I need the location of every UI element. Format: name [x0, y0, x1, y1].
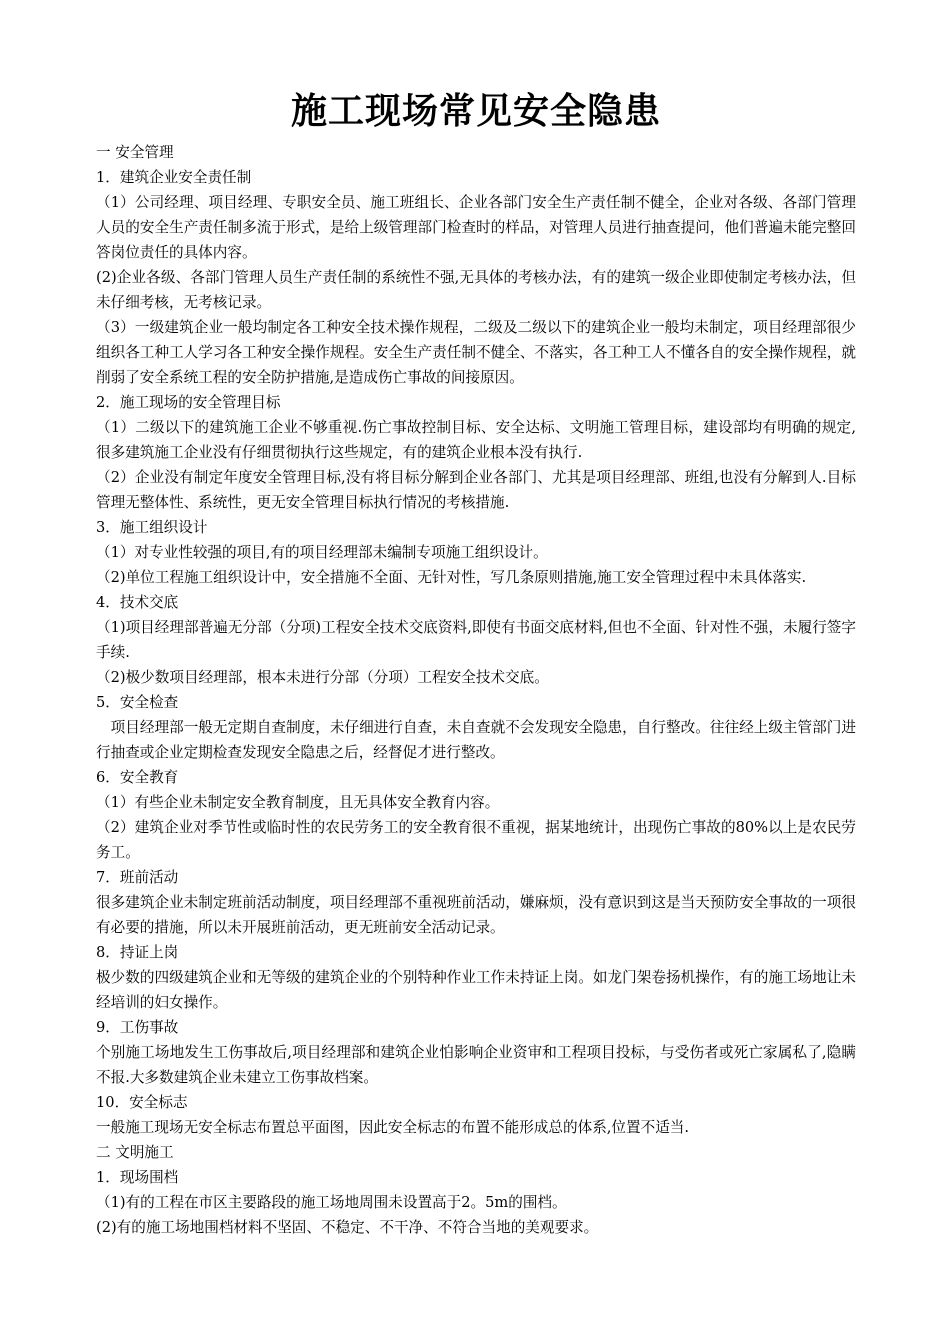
section-heading: 二 文明施工	[96, 1144, 174, 1161]
subsection-heading: 3．施工组织设计	[96, 519, 208, 536]
paragraph: （1）对专业性较强的项目,有的项目经理部未编制专项施工组织设计。	[96, 544, 548, 561]
paragraph: 一般施工现场无安全标志布置总平面图，因此安全标志的布置不能形成总的体系,位置不适当.	[96, 1119, 690, 1136]
paragraph: (2)有的施工场地围档材料不坚固、不稳定、不干净、不符合当地的美观要求。	[96, 1219, 599, 1236]
subsection-heading: 6．安全教育	[96, 769, 179, 786]
paragraph: 很多建筑企业未制定班前活动制度，项目经理部不重视班前活动，嫌麻烦，没有意识到这是当天预防安全事故的一项很有必要的措施，所以未开展班前活动，更无班前安全活动记录。	[96, 894, 856, 936]
paragraph: 项目经理部一般无定期自查制度，未仔细进行自查，未自查就不会发现安全隐患，自行整改。往往经上级主管部门进行抽查或企业定期检查发现安全隐患之后，经督促才进行整改。	[96, 719, 856, 761]
paragraph: （1）公司经理、项目经理、专职安全员、施工班组长、企业各部门安全生产责任制不健全，企业对各级、各部门管理人员的安全生产责任制多流于形式，是给上级管理部门检查时的样品，对管理人员进行抽查提问，他们普遍未能完整回答岗位责任的具体内容。	[96, 194, 856, 261]
paragraph: （2）建筑企业对季节性或临时性的农民劳务工的安全教育很不重视，据某地统计，出现伤亡事故的80%以上是农民劳务工。	[96, 819, 856, 861]
paragraph: （1)有的工程在市区主要路段的施工场地周围未设置高于2。5m的围档。	[96, 1194, 567, 1211]
paragraph: （1)项目经理部普遍无分部（分项)工程安全技术交底资料,即使有书面交底材料,但也不全面、针对性不强，未履行签字手续.	[96, 619, 856, 661]
section-heading: 一 安全管理	[96, 144, 174, 161]
subsection-heading: 7．班前活动	[96, 869, 179, 886]
paragraph: （1）二级以下的建筑施工企业不够重视.伤亡事故控制目标、安全达标、文明施工管理目标，建设部均有明确的规定,很多建筑施工企业没有仔细贯彻执行这些规定，有的建筑企业根本没有执行.	[96, 419, 856, 461]
subsection-heading: 5．安全检查	[96, 694, 179, 711]
paragraph: （3）一级建筑企业一般均制定各工种安全技术操作规程，二级及二级以下的建筑企业一般均未制定，项目经理部很少组织各工种工人学习各工种安全操作规程。安全生产责任制不健全、不落实，各工种工人不懂各自的安全操作规程，就削弱了安全系统工程的安全防护措施,是造成伤亡事故的间接原因。	[96, 319, 856, 386]
paragraph: 个别施工场地发生工伤事故后,项目经理部和建筑企业怕影响企业资审和工程项目投标，与受伤者或死亡家属私了,隐瞒不报.大多数建筑企业未建立工伤事故档案。	[96, 1044, 856, 1086]
subsection-heading: 1．建筑企业安全责任制	[96, 169, 252, 186]
subsection-heading: 10．安全标志	[96, 1094, 188, 1111]
subsection-heading: 4．技术交底	[96, 594, 179, 611]
paragraph: (2)企业各级、各部门管理人员生产责任制的系统性不强,无具体的考核办法，有的建筑一级企业即使制定考核办法，但未仔细考核，无考核记录。	[96, 269, 856, 311]
paragraph: （2)单位工程施工组织设计中，安全措施不全面、无针对性，写几条原则措施,施工安全管理过程中未具体落实.	[96, 569, 807, 586]
paragraph: （2)极少数项目经理部，根本未进行分部（分项）工程安全技术交底。	[96, 669, 549, 686]
subsection-heading: 8．持证上岗	[96, 944, 179, 961]
paragraph: 极少数的四级建筑企业和无等级的建筑企业的个别特种作业工作未持证上岗。如龙门架卷扬机操作，有的施工场地让未经培训的妇女操作。	[96, 969, 856, 1011]
paragraph: （2）企业没有制定年度安全管理目标,没有将目标分解到企业各部门、尤其是项目经理部、班组,也没有分解到人.目标管理无整体性、系统性，更无安全管理目标执行情况的考核措施.	[96, 469, 856, 511]
subsection-heading: 1．现场围档	[96, 1169, 179, 1186]
paragraph: （1）有些企业未制定安全教育制度，且无具体安全教育内容。	[96, 794, 500, 811]
document-title: 施工现场常见安全隐患	[290, 90, 661, 132]
subsection-heading: 2．施工现场的安全管理目标	[96, 394, 281, 411]
subsection-heading: 9．工伤事故	[96, 1019, 179, 1036]
